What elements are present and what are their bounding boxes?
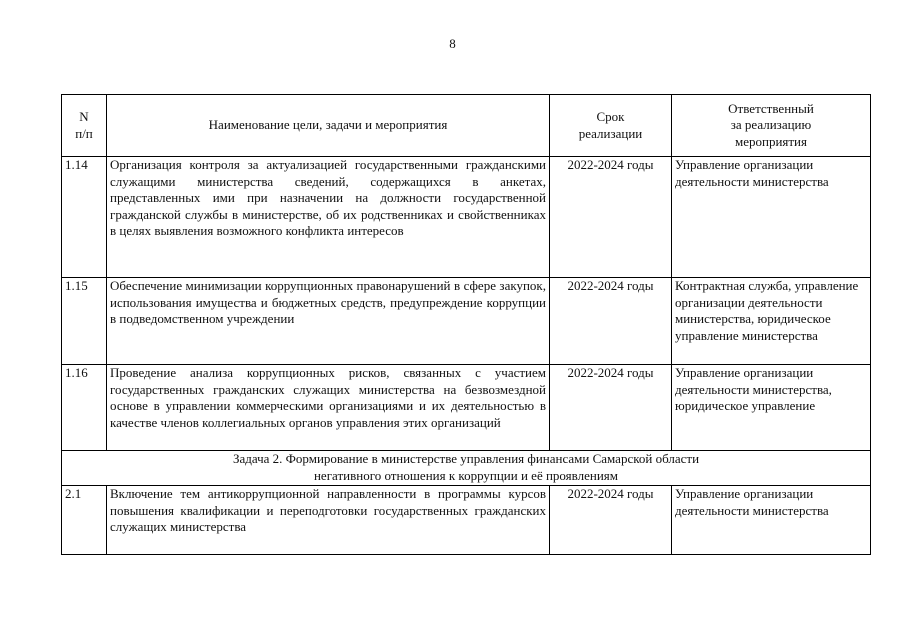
row-responsible: Управление организации деятельности министерства <box>672 486 871 555</box>
row-responsible: Управление организации деятельности министерства, юридическое управление <box>672 365 871 451</box>
row-number: 1.16 <box>62 365 107 451</box>
row-number: 2.1 <box>62 486 107 555</box>
header-number <box>62 95 107 157</box>
row-responsible: Управление организации деятельности министерства <box>672 157 871 278</box>
row-deadline: 2022-2024 годы <box>550 486 672 555</box>
table-row <box>62 278 871 365</box>
page-number: 8 <box>449 36 456 51</box>
header-number-line2: п/п <box>75 125 93 141</box>
row-deadline: 2022-2024 годы <box>550 278 672 365</box>
row-deadline: 2022-2024 годы <box>550 365 672 451</box>
header-responsible-line2: за реализацию <box>730 117 812 133</box>
measures-table <box>61 94 871 555</box>
row-measure-name: Организация контроля за актуализацией государственными гражданскими служащими министерства сведений, содержащихся в анкетах, представленных ими при назначении на должности государственной гражданской службы в министерстве, об их родственниках и свойственниках в целях выявления возможного конфликта интересов <box>107 157 550 278</box>
task-heading-line2: негативного отношения к коррупции и её проявлениям <box>313 467 619 483</box>
row-deadline: 2022-2024 годы <box>550 157 672 278</box>
row-responsible: Контрактная служба, управление организации деятельности министерства, юридическое управление министерства <box>672 278 871 365</box>
header-name: Наименование цели, задачи и мероприятия <box>107 95 550 157</box>
header-deadline-line2: реализации <box>578 125 643 141</box>
row-number: 1.14 <box>62 157 107 278</box>
header-responsible-line1: Ответственный <box>728 100 814 116</box>
table-row <box>62 486 871 555</box>
header-responsible-line3: мероприятия <box>734 133 807 149</box>
task-heading-line1: Задача 2. Формирование в министерстве управления финансами Самарской области <box>232 451 700 466</box>
task-row <box>62 451 871 486</box>
task-heading <box>62 451 871 486</box>
row-measure-name: Проведение анализа коррупционных рисков, связанных с участием государственных гражданских служащих министерства на безвозмездной основе в управлении коммерческими организациями и их деятельностью в качестве членов коллегиальных органов управления этих организаций <box>107 365 550 451</box>
header-responsible <box>672 95 871 157</box>
header-deadline <box>550 95 672 157</box>
header-deadline-line1: Срок <box>596 109 625 124</box>
row-number: 1.15 <box>62 278 107 365</box>
row-measure-name: Включение тем антикоррупционной направленности в программы курсов повышения квалификации и переподготовки государственных гражданских служащих министерства <box>107 486 550 555</box>
table-row <box>62 157 871 278</box>
table-header-row <box>62 95 871 157</box>
table-row <box>62 365 871 451</box>
header-number-line1: N <box>79 109 89 124</box>
row-measure-name: Обеспечение минимизации коррупционных правонарушений в сфере закупок, использования имущества и бюджетных средств, предупреждение коррупции в подведомственном учреждении <box>107 278 550 365</box>
